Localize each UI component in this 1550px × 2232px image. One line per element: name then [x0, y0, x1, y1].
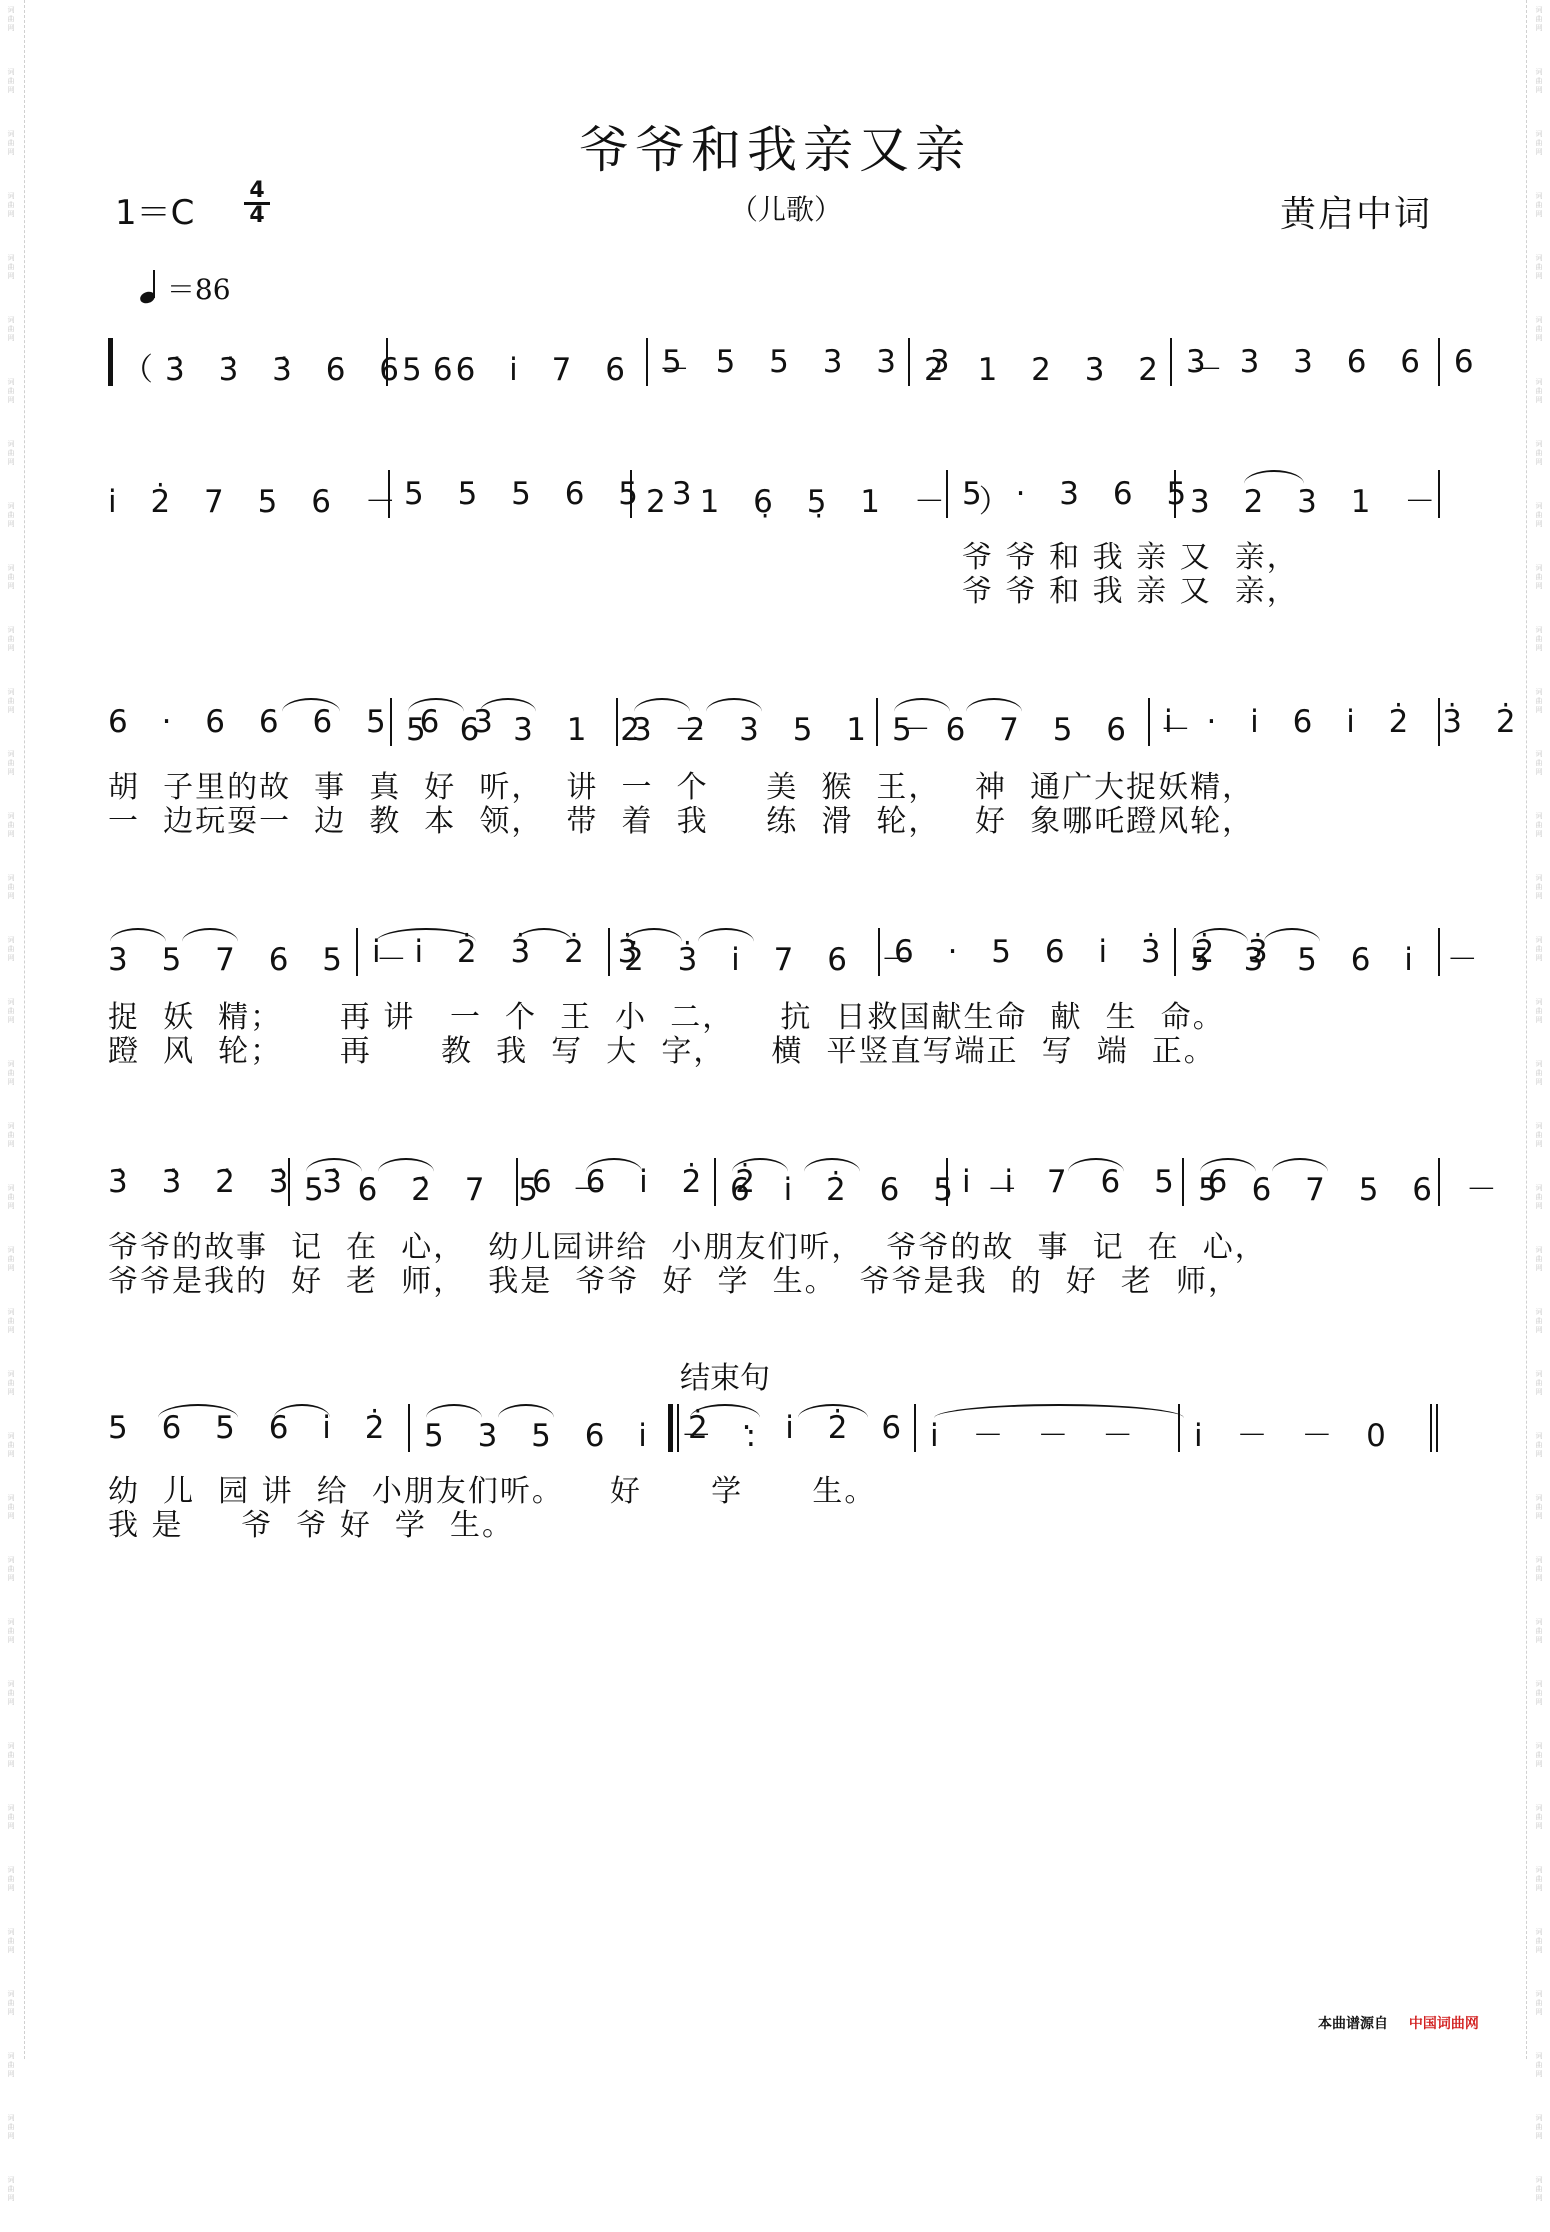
lyricist-credit: 黄启中词	[1280, 194, 1433, 235]
watermark-text: 词 曲 网	[1535, 1184, 1543, 1210]
lyric-verse-2: 一 边玩耍一 边 教 本 领， 带 着 我 练 滑 轮， 好 象哪吒蹬风轮，	[108, 804, 1255, 839]
watermark-text: 词 曲 网	[1535, 6, 1543, 32]
watermark-text: 词 曲 网	[7, 1494, 15, 1520]
measure-notes: 5 3 5 6 i̇ － :	[424, 1418, 769, 1454]
song-subtitle: （儿歌）	[730, 193, 843, 226]
watermark-text: 词 曲 网	[1535, 440, 1543, 466]
meter-bottom: 4	[249, 203, 265, 228]
measure-notes: 5 · 3 6 5	[962, 476, 1199, 512]
watermark-text: 词 曲 网	[7, 874, 15, 900]
barline	[876, 698, 878, 746]
measure	[402, 338, 702, 398]
watermark-text: 词 曲 网	[7, 440, 15, 466]
lyric-verse-2: 蹬 风 轮； 再 教 我 写 大 字， 横 平竖直写端正 写 端 正。	[108, 1034, 1216, 1069]
barline	[908, 338, 910, 386]
left-border-line	[24, 0, 25, 2059]
watermark-text: 词 曲 网	[1535, 564, 1543, 590]
barline	[356, 928, 358, 976]
lyric-verse-2: 爷爷是我的 好 老 师， 我是 爷爷 好 学 生。 爷爷是我 的 好 老 师，	[108, 1264, 1240, 1299]
measure	[1190, 470, 1448, 530]
watermark-text: 词 曲 网	[7, 1556, 15, 1582]
watermark-text: 词 曲 网	[1535, 2052, 1543, 2078]
time-signature	[244, 180, 270, 227]
watermark-text: 词 曲 网	[7, 316, 15, 342]
measure-notes: 5 6 2̇ 7 5 －	[304, 1172, 615, 1208]
lyric-verse-2: 爷 爷 和 我 亲 又 亲，	[962, 574, 1299, 609]
watermark-text: 词 曲 网	[7, 564, 15, 590]
lyric-verse-1: 胡 子里的故 事 真 好 听， 讲 一 个 美 猴 王， 神 通广大捉妖精，	[108, 770, 1255, 805]
score-row-6	[108, 1404, 1443, 1464]
watermark-text: 词 曲 网	[1535, 1928, 1543, 1954]
barline	[1438, 470, 1440, 518]
measure	[894, 928, 1280, 988]
measure	[108, 470, 408, 530]
watermark-text: 词 曲 网	[7, 192, 15, 218]
watermark-text: 词 曲 网	[7, 2176, 15, 2202]
barline	[386, 338, 388, 386]
barline	[1182, 1158, 1184, 1206]
watermark-text: 词 曲 网	[1535, 1742, 1543, 1768]
measure	[1194, 1404, 1424, 1464]
barline	[616, 698, 618, 746]
measure-notes: 5 6 3 1 2 －	[406, 712, 717, 748]
watermark-text: 词 曲 网	[1535, 1804, 1543, 1830]
barline	[608, 928, 610, 976]
barline	[1148, 698, 1150, 746]
barline	[1438, 698, 1440, 746]
score-row-1	[108, 338, 1486, 398]
measure-notes: i̇ · i̇ 6 i̇ 2̇ 3̇ 2̇	[1164, 704, 1528, 740]
watermark-text: 词 曲 网	[1535, 1308, 1543, 1334]
lyric-verse-1: 捉 妖 精； 再 讲 一 个 王 小 二， 抗 日救国献生命 献 生 命。	[108, 1000, 1225, 1035]
watermark-text: 词 曲 网	[1535, 1246, 1543, 1272]
measure-notes: 5 6 i̇ 7 6 －	[402, 352, 702, 388]
barline	[1438, 338, 1440, 386]
measure	[108, 1158, 355, 1218]
measure-notes: 5 6 5 6 i̇ 2̇	[108, 1410, 397, 1446]
tempo-value: ＝86	[166, 273, 231, 306]
measure	[1186, 338, 1486, 398]
watermark-text: 词 曲 网	[7, 1928, 15, 1954]
measure-notes: 5 6 7 5 6 －	[892, 712, 1203, 748]
measure-notes: 6 · 5 6 i̇ 3̇ 2̇ 3̇	[894, 934, 1280, 970]
site-link[interactable]: 中国词曲网	[1408, 2016, 1479, 2032]
watermark-text: 词 曲 网	[7, 1370, 15, 1396]
lyric-verse-1: 幼 儿 园 讲 给 小朋友们听。 好 学 生。	[108, 1474, 877, 1509]
barline	[1438, 1158, 1440, 1206]
measure	[646, 470, 1022, 530]
measure-notes: i̇ － － 0	[1194, 1418, 1398, 1454]
barline	[878, 928, 880, 976]
watermark-text: 词 曲 网	[1535, 1990, 1543, 2016]
watermark-text: 词 曲 网	[7, 2114, 15, 2140]
barline	[388, 470, 390, 518]
right-watermark-strip	[1528, 0, 1550, 2202]
watermark-text: 词 曲 网	[7, 812, 15, 838]
watermark-text: 词 曲 网	[7, 1990, 15, 2016]
measure-notes: 3 2 3 5 1 －	[632, 712, 943, 748]
measure-notes: i̇ 2̇ 7 5 6 －	[108, 484, 408, 520]
measure-notes: 5 5 5 6 5 3	[404, 476, 704, 512]
barline	[946, 470, 948, 518]
source-footer	[1318, 2013, 1479, 2033]
quarter-note-icon	[140, 273, 158, 303]
lyric-verse-1: 爷爷的故事 记 在 心， 幼儿园讲给 小朋友们听， 爷爷的故 事 记 在 心，	[108, 1230, 1267, 1265]
measure-notes: 3̇ 3̇ 2̇ 3̇ 3̇	[108, 1164, 355, 1200]
watermark-text: 词 曲 网	[7, 1680, 15, 1706]
left-watermark-strip	[0, 0, 22, 2202]
watermark-text: 词 曲 网	[7, 688, 15, 714]
watermark-text: 词 曲 网	[7, 1060, 15, 1086]
watermark-text: 词 曲 网	[1535, 378, 1543, 404]
watermark-text: 词 曲 网	[7, 6, 15, 32]
watermark-text: 词 曲 网	[1535, 1680, 1543, 1706]
measure-notes: i̇ － － －	[930, 1418, 1146, 1454]
watermark-text: 词 曲 网	[1535, 1494, 1543, 1520]
measure	[1164, 698, 1528, 758]
lyric-verse-1: 爷 爷 和 我 亲 又 亲，	[962, 540, 1299, 575]
watermark-text: 词 曲 网	[1535, 192, 1543, 218]
barline	[1438, 928, 1440, 976]
lyric-verse-2: 我 是 爷 爷 好 学 生。	[108, 1508, 514, 1543]
watermark-text: 词 曲 网	[1535, 130, 1543, 156]
right-border-line	[1526, 0, 1527, 2059]
measure-notes: i̇ i̇ 2̇ 3̇ 2̇ 3̇	[372, 934, 650, 970]
measure	[404, 470, 704, 530]
watermark-text: 词 曲 网	[1535, 750, 1543, 776]
measure-notes: 2 1 2 3 2 －	[924, 352, 1235, 388]
measure-notes: 6 · 6 6 6 5 6 3	[108, 704, 505, 740]
watermark-text: 词 曲 网	[7, 1184, 15, 1210]
measure-notes: 3 3 3 6 6 6	[1186, 344, 1486, 380]
song-title: 爷爷和我亲又亲	[579, 121, 971, 179]
watermark-text: 词 曲 网	[7, 1246, 15, 1272]
measure-notes: 5 5 5 3 3 3	[662, 344, 962, 380]
barline	[914, 1404, 916, 1452]
watermark-text: 词 曲 网	[1535, 1122, 1543, 1148]
barline	[288, 1158, 290, 1206]
barline	[1170, 338, 1172, 386]
barline	[390, 698, 392, 746]
watermark-text: 词 曲 网	[1535, 998, 1543, 1024]
watermark-text: 词 曲 网	[7, 936, 15, 962]
watermark-text: 词 曲 网	[1535, 1060, 1543, 1086]
measure	[662, 338, 962, 398]
watermark-text: 词 曲 网	[1535, 1556, 1543, 1582]
score-row-2	[108, 470, 1448, 530]
measure-notes: 3 5 7 6 5 －	[108, 942, 419, 978]
measure	[924, 338, 1235, 398]
watermark-text: 词 曲 网	[7, 1122, 15, 1148]
watermark-text: 词 曲 网	[7, 2052, 15, 2078]
meter-top: 4	[244, 180, 270, 205]
measure-notes: 5 6 7 5 6 －	[1198, 1172, 1509, 1208]
watermark-text: 词 曲 网	[1535, 1370, 1543, 1396]
key-signature: 1＝C	[115, 193, 195, 233]
barline	[1174, 470, 1176, 518]
watermark-text: 词 曲 网	[1535, 316, 1543, 342]
watermark-text: 词 曲 网	[7, 750, 15, 776]
watermark-text: 词 曲 网	[7, 130, 15, 156]
measure-notes: 3 2 3 1 －	[1190, 484, 1448, 520]
repeat-end-barline	[668, 1404, 673, 1452]
watermark-text: 词 曲 网	[7, 378, 15, 404]
measure	[108, 1404, 398, 1464]
measure-notes: i̇ i̇ 7 6 5 6	[962, 1164, 1240, 1200]
barline	[1174, 928, 1176, 976]
watermark-text: 词 曲 网	[1535, 502, 1543, 528]
barline	[946, 1158, 948, 1206]
watermark-text: 词 曲 网	[1535, 812, 1543, 838]
source-label: 本曲谱源自	[1318, 2016, 1388, 2032]
watermark-text: 词 曲 网	[1535, 2114, 1543, 2140]
watermark-text: 词 曲 网	[7, 1742, 15, 1768]
watermark-text: 词 曲 网	[1535, 874, 1543, 900]
watermark-text: 词 曲 网	[1535, 688, 1543, 714]
watermark-text: 词 曲 网	[7, 68, 15, 94]
tempo-marking	[140, 268, 231, 308]
measure-notes: （3̇ 3̇ 3̇ 6 6 6	[122, 352, 465, 388]
measure	[122, 338, 465, 398]
barline	[630, 470, 632, 518]
watermark-text: 词 曲 网	[7, 1432, 15, 1458]
final-barline	[1430, 1404, 1432, 1452]
score-row-5	[108, 1158, 1509, 1218]
barline	[516, 1158, 518, 1206]
watermark-text: 词 曲 网	[7, 1866, 15, 1892]
watermark-text: 词 曲 网	[7, 626, 15, 652]
measure-notes: 6 6 i̇ 2̇ 2̇	[532, 1164, 767, 1200]
measure-notes: 2̇ 3̇ i̇ 7 6 －	[624, 942, 924, 978]
watermark-text: 词 曲 网	[7, 502, 15, 528]
barline	[646, 338, 648, 386]
watermark-text: 词 曲 网	[7, 1804, 15, 1830]
repeat-start-barline	[108, 338, 113, 386]
measure-notes: 2̇ · i̇ 2̇ 6	[688, 1410, 914, 1446]
watermark-text: 词 曲 网	[1535, 1432, 1543, 1458]
watermark-text: 词 曲 网	[1535, 1618, 1543, 1644]
score-row-3	[108, 698, 1528, 758]
barline	[1178, 1404, 1180, 1452]
watermark-text: 词 曲 网	[7, 1618, 15, 1644]
score-row-4	[108, 928, 1490, 988]
measure-notes: 5 3 5 6 i̇ －	[1190, 942, 1490, 978]
watermark-text: 词 曲 网	[1535, 68, 1543, 94]
watermark-text: 词 曲 网	[7, 254, 15, 280]
barline	[714, 1158, 716, 1206]
measure-notes: 2 1 6̣ 5̣ 1 － ）	[646, 484, 1022, 520]
watermark-text: 词 曲 网	[7, 998, 15, 1024]
watermark-text: 词 曲 网	[7, 1308, 15, 1334]
watermark-text: 词 曲 网	[1535, 1866, 1543, 1892]
watermark-text: 词 曲 网	[1535, 254, 1543, 280]
barline	[408, 1404, 410, 1452]
ending-section-label: 结束句	[680, 1361, 770, 1396]
measure-notes: 6 i̇ 2̇ 6 5 －	[730, 1172, 1030, 1208]
watermark-text: 词 曲 网	[1535, 2176, 1543, 2202]
watermark-text: 词 曲 网	[1535, 626, 1543, 652]
watermark-text: 词 曲 网	[1535, 936, 1543, 962]
